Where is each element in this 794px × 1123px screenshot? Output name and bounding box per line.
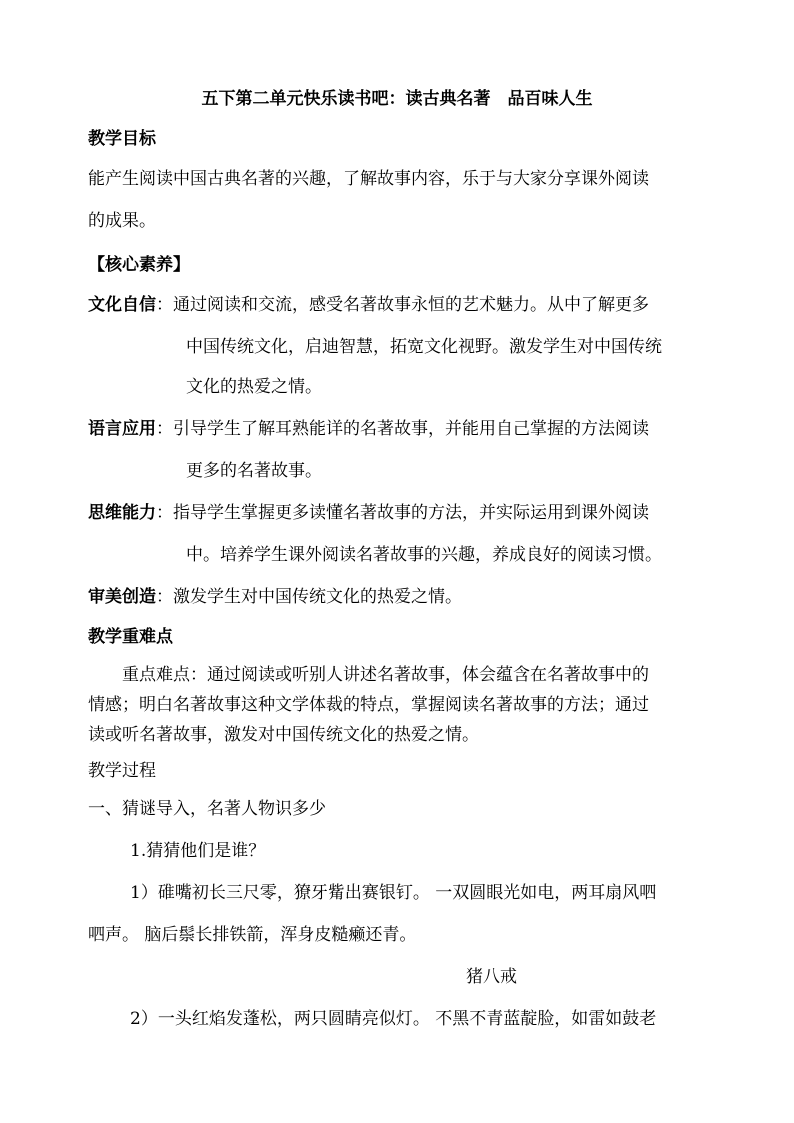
core-item-culture-text-1: ：通过阅读和交流，感受名著故事永恒的艺术魅力。从中了解更多 (156, 295, 649, 315)
process-heading: 教学过程 (88, 761, 156, 781)
core-item-language-text-1: ：引导学生了解耳熟能详的名著故事，并能用自己掌握的方法阅读 (156, 419, 649, 439)
process-question-1: 1.猜猜他们是谁？ (130, 841, 266, 861)
objectives-heading: 教学目标 (88, 129, 156, 149)
core-item-language-label: 语言应用 (88, 419, 156, 439)
riddle-1-line-1: 1）碓嘴初长三尺零，獠牙觜出赛银钉。 一双圆眼光如电，两耳扇风呬 (130, 883, 657, 903)
core-item-thinking-label: 思维能力 (88, 503, 156, 523)
key-points-line-1: 重点难点：通过阅读或听别人讲述名著故事，体会蕴含在名著故事中的 (122, 665, 649, 685)
process-section-1: 一、猜谜导入，名著人物识多少 (88, 799, 326, 819)
core-item-culture-line-1 (88, 294, 649, 316)
core-heading: 【核心素养】 (88, 255, 190, 275)
key-points-heading: 教学重难点 (88, 627, 173, 647)
core-item-aesthetic-text-1: ：激发学生对中国传统文化的热爱之情。 (156, 587, 462, 607)
core-item-culture-label: 文化自信 (88, 295, 156, 315)
key-points-line-3: 读或听名著故事，激发对中国传统文化的热爱之情。 (88, 725, 479, 745)
riddle-2-line-1: 2）一头红焰发蓬松，两只圆睛亮似灯。 不黑不青蓝靛脸，如雷如鼓老 (130, 1009, 657, 1029)
core-item-aesthetic-label: 审美创造 (88, 587, 156, 607)
core-item-thinking-line-1 (88, 502, 649, 524)
key-points-line-2: 情感；明白名著故事这种文学体裁的特点，掌握阅读名著故事的方法；通过 (88, 695, 649, 715)
objectives-line-2: 的成果。 (88, 211, 156, 231)
core-item-language-line-1 (88, 418, 649, 440)
core-item-aesthetic-line-1 (88, 586, 462, 608)
objectives-line-1: 能产生阅读中国古典名著的兴趣，了解故事内容，乐于与大家分享课外阅读 (88, 169, 649, 189)
core-item-culture-line-2: 中国传统文化，启迪智慧，拓宽文化视野。激发学生对中国传统 (186, 337, 662, 357)
riddle-1-answer: 猪八戒 (466, 967, 517, 987)
document-title: 五下第二单元快乐读书吧：读古典名著 品百味人生 (201, 89, 593, 109)
core-item-thinking-line-2: 中。培养学生课外阅读名著故事的兴趣，养成良好的阅读习惯。 (186, 545, 662, 565)
core-item-language-line-2: 更多的名著故事。 (186, 461, 322, 481)
core-item-culture-line-3: 文化的热爱之情。 (186, 377, 322, 397)
core-item-thinking-text-1: ：指导学生掌握更多读懂名著故事的方法，并实际运用到课外阅读 (156, 503, 649, 523)
riddle-1-line-2: 呬声。 脑后鬃长排铁箭，浑身皮糙癞还青。 (88, 925, 417, 945)
